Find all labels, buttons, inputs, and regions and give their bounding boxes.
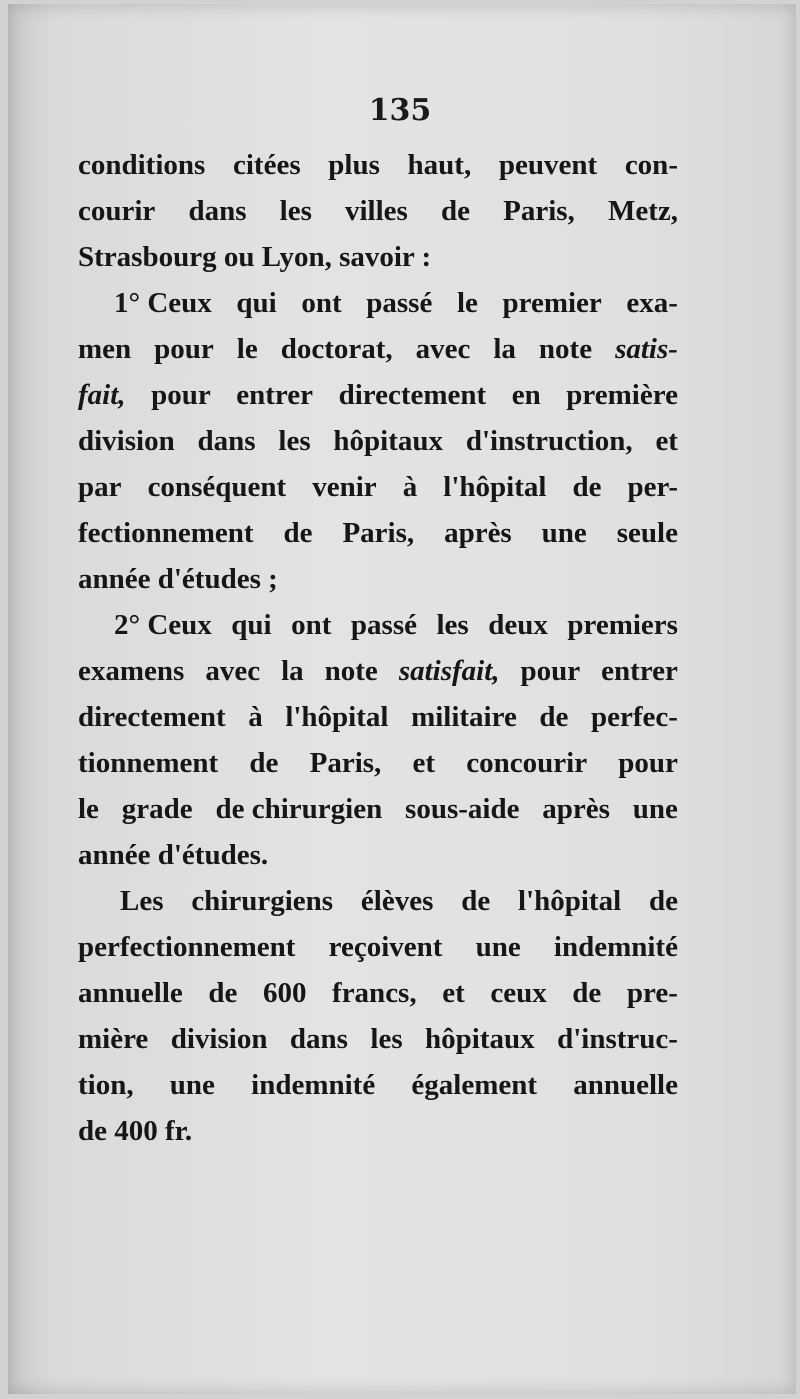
word: l'hôpital [443, 471, 547, 503]
word: concourir [466, 747, 588, 779]
word: reçoivent [328, 931, 443, 963]
word: les [279, 195, 312, 227]
word: con- [624, 149, 678, 181]
word: seule [616, 517, 678, 549]
word: ont [301, 287, 342, 319]
word: également [411, 1069, 538, 1101]
word: une [169, 1069, 215, 1101]
word: pour [151, 379, 211, 411]
word: qui [236, 287, 277, 319]
word: plus [328, 149, 380, 181]
word: de [461, 885, 491, 917]
word: de [208, 977, 238, 1009]
word: premier [502, 287, 602, 319]
text-line [78, 1062, 678, 1108]
word: une [475, 931, 521, 963]
word: citées [232, 149, 301, 181]
word: entrer [236, 379, 314, 411]
word: dans [289, 1023, 348, 1055]
italic-word: satisfait, [398, 655, 500, 687]
word: avec [205, 655, 261, 687]
word: Paris, [503, 195, 575, 227]
word: note [538, 333, 593, 365]
word: les [436, 609, 469, 641]
word: 2° Ceux [114, 609, 212, 641]
word: de [572, 471, 602, 503]
word: le [456, 287, 478, 319]
word: indemnité [251, 1069, 376, 1101]
word: indemnité [553, 931, 678, 963]
word: Paris, [342, 517, 415, 549]
word: men [78, 333, 132, 365]
word: de 400 fr. [78, 1115, 193, 1147]
text-line [78, 648, 678, 694]
word: année d'études ; [78, 563, 278, 595]
word: après [542, 793, 610, 825]
text-line [78, 188, 678, 234]
word: deux [488, 609, 548, 641]
word: première [566, 379, 678, 411]
word: Metz, [607, 195, 678, 227]
word: année d'études. [78, 839, 269, 871]
text-line [78, 326, 678, 372]
word: une [541, 517, 587, 549]
text-line [78, 878, 678, 924]
word: l'hôpital [518, 885, 622, 917]
text-line [78, 556, 678, 602]
word: fectionnement [78, 517, 254, 549]
word: conditions [78, 149, 206, 181]
word: examens [78, 655, 185, 687]
word: de chirurgien [215, 793, 383, 825]
word: ceux [490, 977, 547, 1009]
word: division [170, 1023, 268, 1055]
page-number: 135 [368, 93, 432, 128]
word: tion, [78, 1069, 134, 1101]
word: la [281, 655, 304, 687]
word: à [402, 471, 418, 503]
word: Strasbourg ou Lyon, savoir : [78, 241, 432, 273]
word: de [572, 977, 602, 1009]
word: avec [415, 333, 471, 365]
word: de [648, 885, 678, 917]
word: per- [627, 471, 678, 503]
word: pour [520, 655, 581, 687]
word: dans [188, 195, 247, 227]
word: annuelle [78, 977, 183, 1009]
word: annuelle [573, 1069, 678, 1101]
word: en [511, 379, 541, 411]
word: premiers [567, 609, 678, 641]
text-line [78, 924, 678, 970]
word: chirurgiens [191, 885, 334, 917]
word: la [493, 333, 516, 365]
text-line [78, 510, 678, 556]
italic-word: satis- [615, 333, 678, 365]
word: de [539, 701, 569, 733]
word: passé [350, 609, 417, 641]
word: hôpitaux [333, 425, 444, 457]
word: à [248, 701, 263, 733]
word: le [78, 793, 99, 825]
text-line [78, 1108, 678, 1154]
text-line [78, 832, 678, 878]
word: de [249, 747, 279, 779]
word: passé [366, 287, 433, 319]
word: francs, [332, 977, 417, 1009]
word: hôpitaux [425, 1023, 535, 1055]
body-text [78, 142, 678, 1154]
word: perfectionnement [78, 931, 296, 963]
word: courir [78, 195, 156, 227]
word: de [283, 517, 313, 549]
word: 600 [262, 977, 307, 1009]
text-line [78, 234, 678, 280]
word: exa- [626, 287, 678, 319]
text-line [78, 1016, 678, 1062]
text-line [78, 372, 678, 418]
word: conséquent [147, 471, 287, 503]
word: doctorat, [280, 333, 393, 365]
text-line [78, 694, 678, 740]
word: pour [154, 333, 214, 365]
word: et [655, 425, 678, 457]
text-line [78, 602, 678, 648]
word: l'hôpital [285, 701, 389, 733]
word: pour [618, 747, 678, 779]
word: directement [338, 379, 487, 411]
text-line [78, 142, 678, 188]
word: et [442, 977, 465, 1009]
word: tionnement [78, 747, 219, 779]
word: peuvent [498, 149, 598, 181]
word: militaire [411, 701, 517, 733]
word: élèves [360, 885, 434, 917]
word: les [278, 425, 311, 457]
word: Les [120, 885, 164, 917]
word: sous-aide [405, 793, 520, 825]
word: le [236, 333, 258, 365]
word: de [440, 195, 470, 227]
word: par [78, 471, 122, 503]
italic-word: fait, [78, 379, 126, 411]
word: une [632, 793, 678, 825]
word: villes [345, 195, 408, 227]
text-line [78, 786, 678, 832]
word: haut, [407, 149, 472, 181]
word: grade [121, 793, 193, 825]
text-line [78, 740, 678, 786]
word: pre- [626, 977, 678, 1009]
word: 1° Ceux [114, 287, 212, 319]
word: les [370, 1023, 403, 1055]
word: Paris, [309, 747, 382, 779]
text-line [78, 464, 678, 510]
text-line [78, 280, 678, 326]
word: note [324, 655, 378, 687]
word: et [412, 747, 436, 779]
word: d'instruc- [557, 1023, 678, 1055]
word: mière [78, 1023, 149, 1055]
word: qui [231, 609, 272, 641]
word: division [78, 425, 175, 457]
text-line [78, 418, 678, 464]
word: d'instruction, [465, 425, 633, 457]
word: ont [291, 609, 332, 641]
word: dans [197, 425, 256, 457]
word: après [444, 517, 512, 549]
word: venir [312, 471, 377, 503]
text-line [78, 970, 678, 1016]
word: directement [78, 701, 226, 733]
word: entrer [601, 655, 678, 687]
word: perfec- [591, 701, 678, 733]
